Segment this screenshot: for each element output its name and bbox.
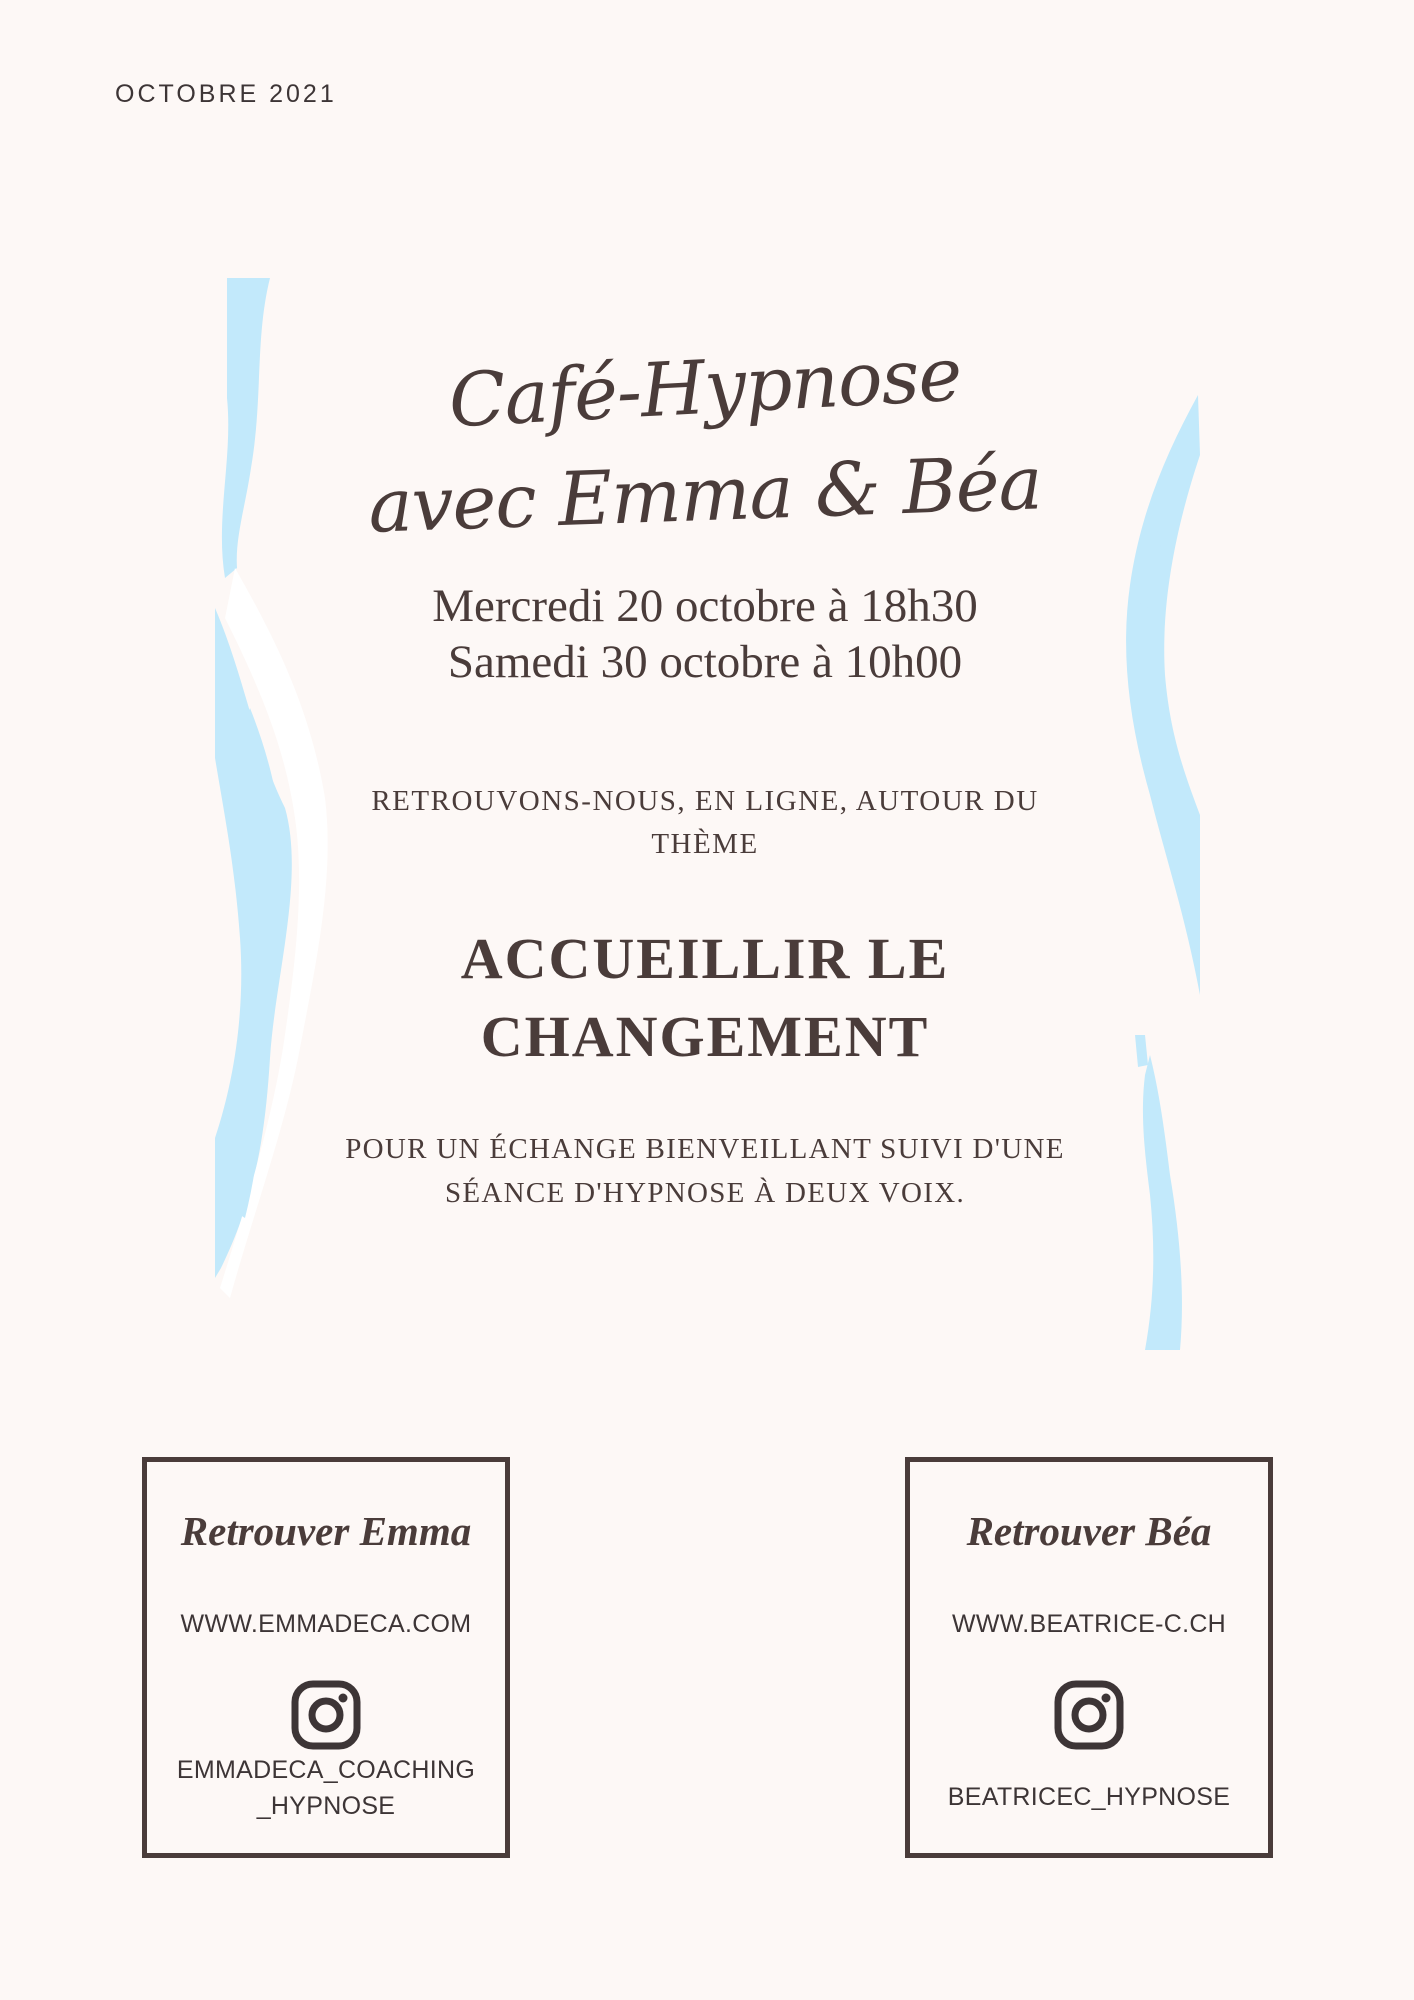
event-date-2: Samedi 30 octobre à 10h00 bbox=[447, 636, 963, 688]
instagram-handle-bea[interactable]: BEATRICEC_HYPNOSE bbox=[947, 1783, 1231, 1811]
contact-heading-emma: Retrouver Emma bbox=[180, 1508, 472, 1554]
instagram-icon[interactable] bbox=[1053, 1679, 1125, 1751]
contact-box-bea bbox=[905, 1457, 1273, 1858]
event-title-line1: Café-Hypnose bbox=[446, 331, 964, 445]
event-theme: ACCUEILLIR LE CHANGEMENT bbox=[460, 926, 950, 1069]
website-link-bea[interactable]: WWW.BEATRICE-C.CH bbox=[951, 1610, 1227, 1638]
brush-stroke-right bbox=[1110, 395, 1200, 1350]
event-description: POUR UN ÉCHANGE BIENVEILLANT SUIVI D'UNE SÉANCE D'HYPNOSE À DEUX VOIX. bbox=[345, 1133, 1065, 1209]
instagram-handle-emma[interactable]: EMMADECA_COACHING _HYPNOSE bbox=[176, 1756, 476, 1820]
contact-box-emma bbox=[142, 1457, 510, 1858]
contact-heading-bea: Retrouver Béa bbox=[966, 1508, 1212, 1554]
event-intro: RETROUVONS-NOUS, EN LIGNE, AUTOUR DU THÈME bbox=[371, 785, 1039, 860]
event-date-1: Mercredi 20 octobre à 18h30 bbox=[432, 580, 978, 632]
instagram-icon[interactable] bbox=[290, 1679, 362, 1751]
website-link-emma[interactable]: WWW.EMMADECA.COM bbox=[180, 1610, 472, 1638]
date-label: OCTOBRE 2021 bbox=[115, 80, 337, 108]
event-title-line2: avec Emma & Béa bbox=[367, 440, 1043, 550]
